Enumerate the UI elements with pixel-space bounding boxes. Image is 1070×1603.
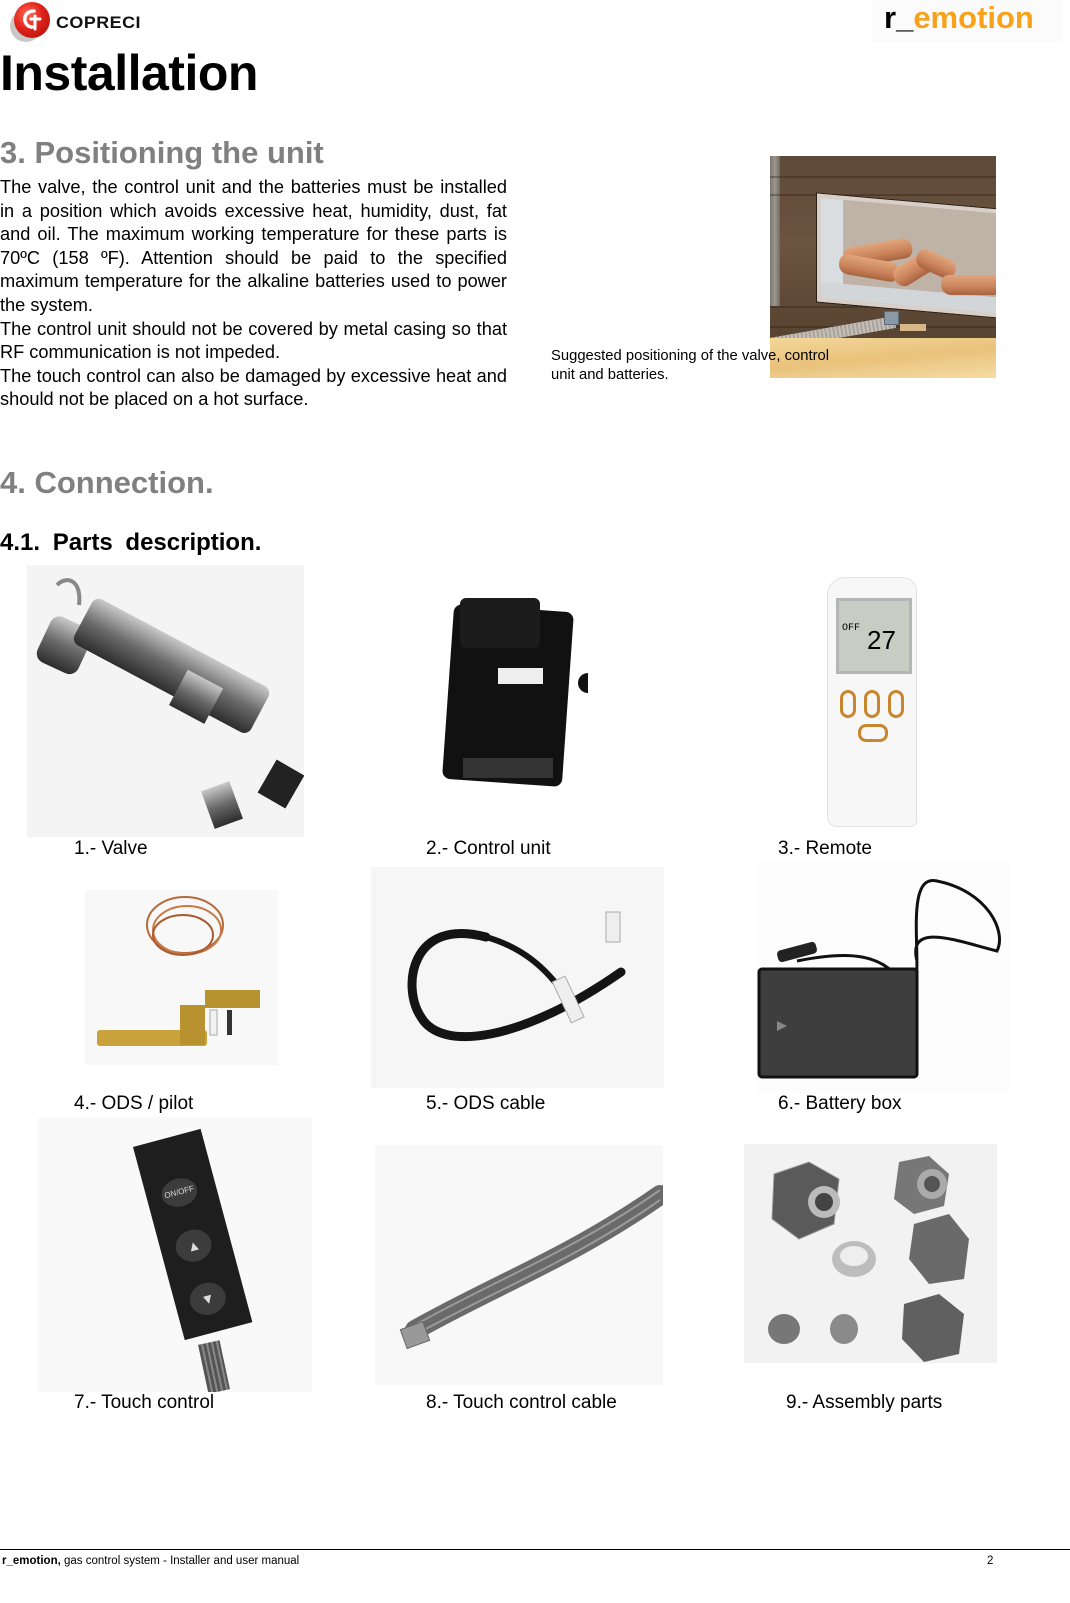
subsection-4-1-heading: 4.1. Parts description. xyxy=(0,529,262,556)
part-label: 5.- ODS cable xyxy=(426,1093,546,1114)
copreci-logo xyxy=(2,2,147,40)
part-label: 6.- Battery box xyxy=(778,1093,902,1114)
copreci-logo-text: COPRECI xyxy=(56,13,142,32)
section-4-heading: 4. Connection. xyxy=(0,465,214,500)
valve-photo xyxy=(27,565,304,837)
remote-button xyxy=(864,690,880,718)
part-label: 1.- Valve xyxy=(74,838,148,859)
page-title: Installation xyxy=(0,45,258,101)
up-arrow-icon: ▲ xyxy=(172,1226,215,1266)
logo-suffix: emotion xyxy=(913,0,1034,35)
ods-pilot-photo xyxy=(85,890,278,1065)
paragraph: The valve, the control unit and the batteries must be installed in a position which avoids excessive heat, humidity, dust, fat and oil. The maximum working temperature for these parts is 70ºC (158 ºF). Attention should be paid to the specified maximum temperature for the alkaline batteries used to power the system. xyxy=(0,177,507,315)
fireplace-opening xyxy=(817,194,996,319)
fireplace-illustration xyxy=(770,156,996,378)
paragraph: The touch control can also be damaged by excessive heat and should not be placed on a hot surface. xyxy=(0,365,507,410)
r-emotion-logo xyxy=(872,0,1062,42)
assembly-parts-photo xyxy=(744,1144,997,1363)
figure-caption: Suggested positioning of the valve, control unit and batteries. xyxy=(551,348,830,383)
page-number: 2 xyxy=(987,1555,994,1567)
valve-marker xyxy=(884,311,899,325)
down-arrow-icon: ▼ xyxy=(186,1279,229,1319)
part-label: 9.- Assembly parts xyxy=(786,1392,943,1413)
remote-button xyxy=(840,690,856,718)
part-label: 7.- Touch control xyxy=(74,1392,215,1413)
battery-box-photo xyxy=(757,861,1010,1093)
part-label: 2.- Control unit xyxy=(426,838,551,859)
footer-text xyxy=(2,1554,299,1568)
footer-description: gas control system - Installer and user manual xyxy=(60,1555,300,1567)
remote-lcd: OFF 27 xyxy=(836,598,912,674)
touch-control-photo xyxy=(38,1117,312,1392)
section-3-body xyxy=(0,176,507,412)
paragraph: The control unit should not be covered by metal casing so that RF communication is not impeded. xyxy=(0,318,507,363)
footer-product: r_emotion, xyxy=(2,1555,61,1567)
logo-prefix: r_ xyxy=(884,0,914,35)
section-3-heading: 3. Positioning the unit xyxy=(0,135,324,170)
part-label: 8.- Touch control cable xyxy=(426,1392,617,1413)
footer-divider xyxy=(0,1549,1070,1550)
control-unit-photo xyxy=(438,598,588,793)
copreci-ball-icon xyxy=(14,2,50,38)
on-off-button: ON/OFF xyxy=(158,1174,200,1210)
part-label: 3.- Remote xyxy=(778,838,872,859)
ods-cable-photo xyxy=(371,867,664,1088)
battery-marker xyxy=(900,324,926,331)
touch-control-cable-photo xyxy=(375,1145,663,1385)
remote-button xyxy=(888,690,904,718)
remote-power-button xyxy=(858,724,888,742)
remote-photo xyxy=(827,577,917,827)
flex-ribbon xyxy=(198,1340,230,1392)
touch-control-strip xyxy=(133,1129,252,1340)
part-label: 4.- ODS / pilot xyxy=(74,1093,194,1114)
